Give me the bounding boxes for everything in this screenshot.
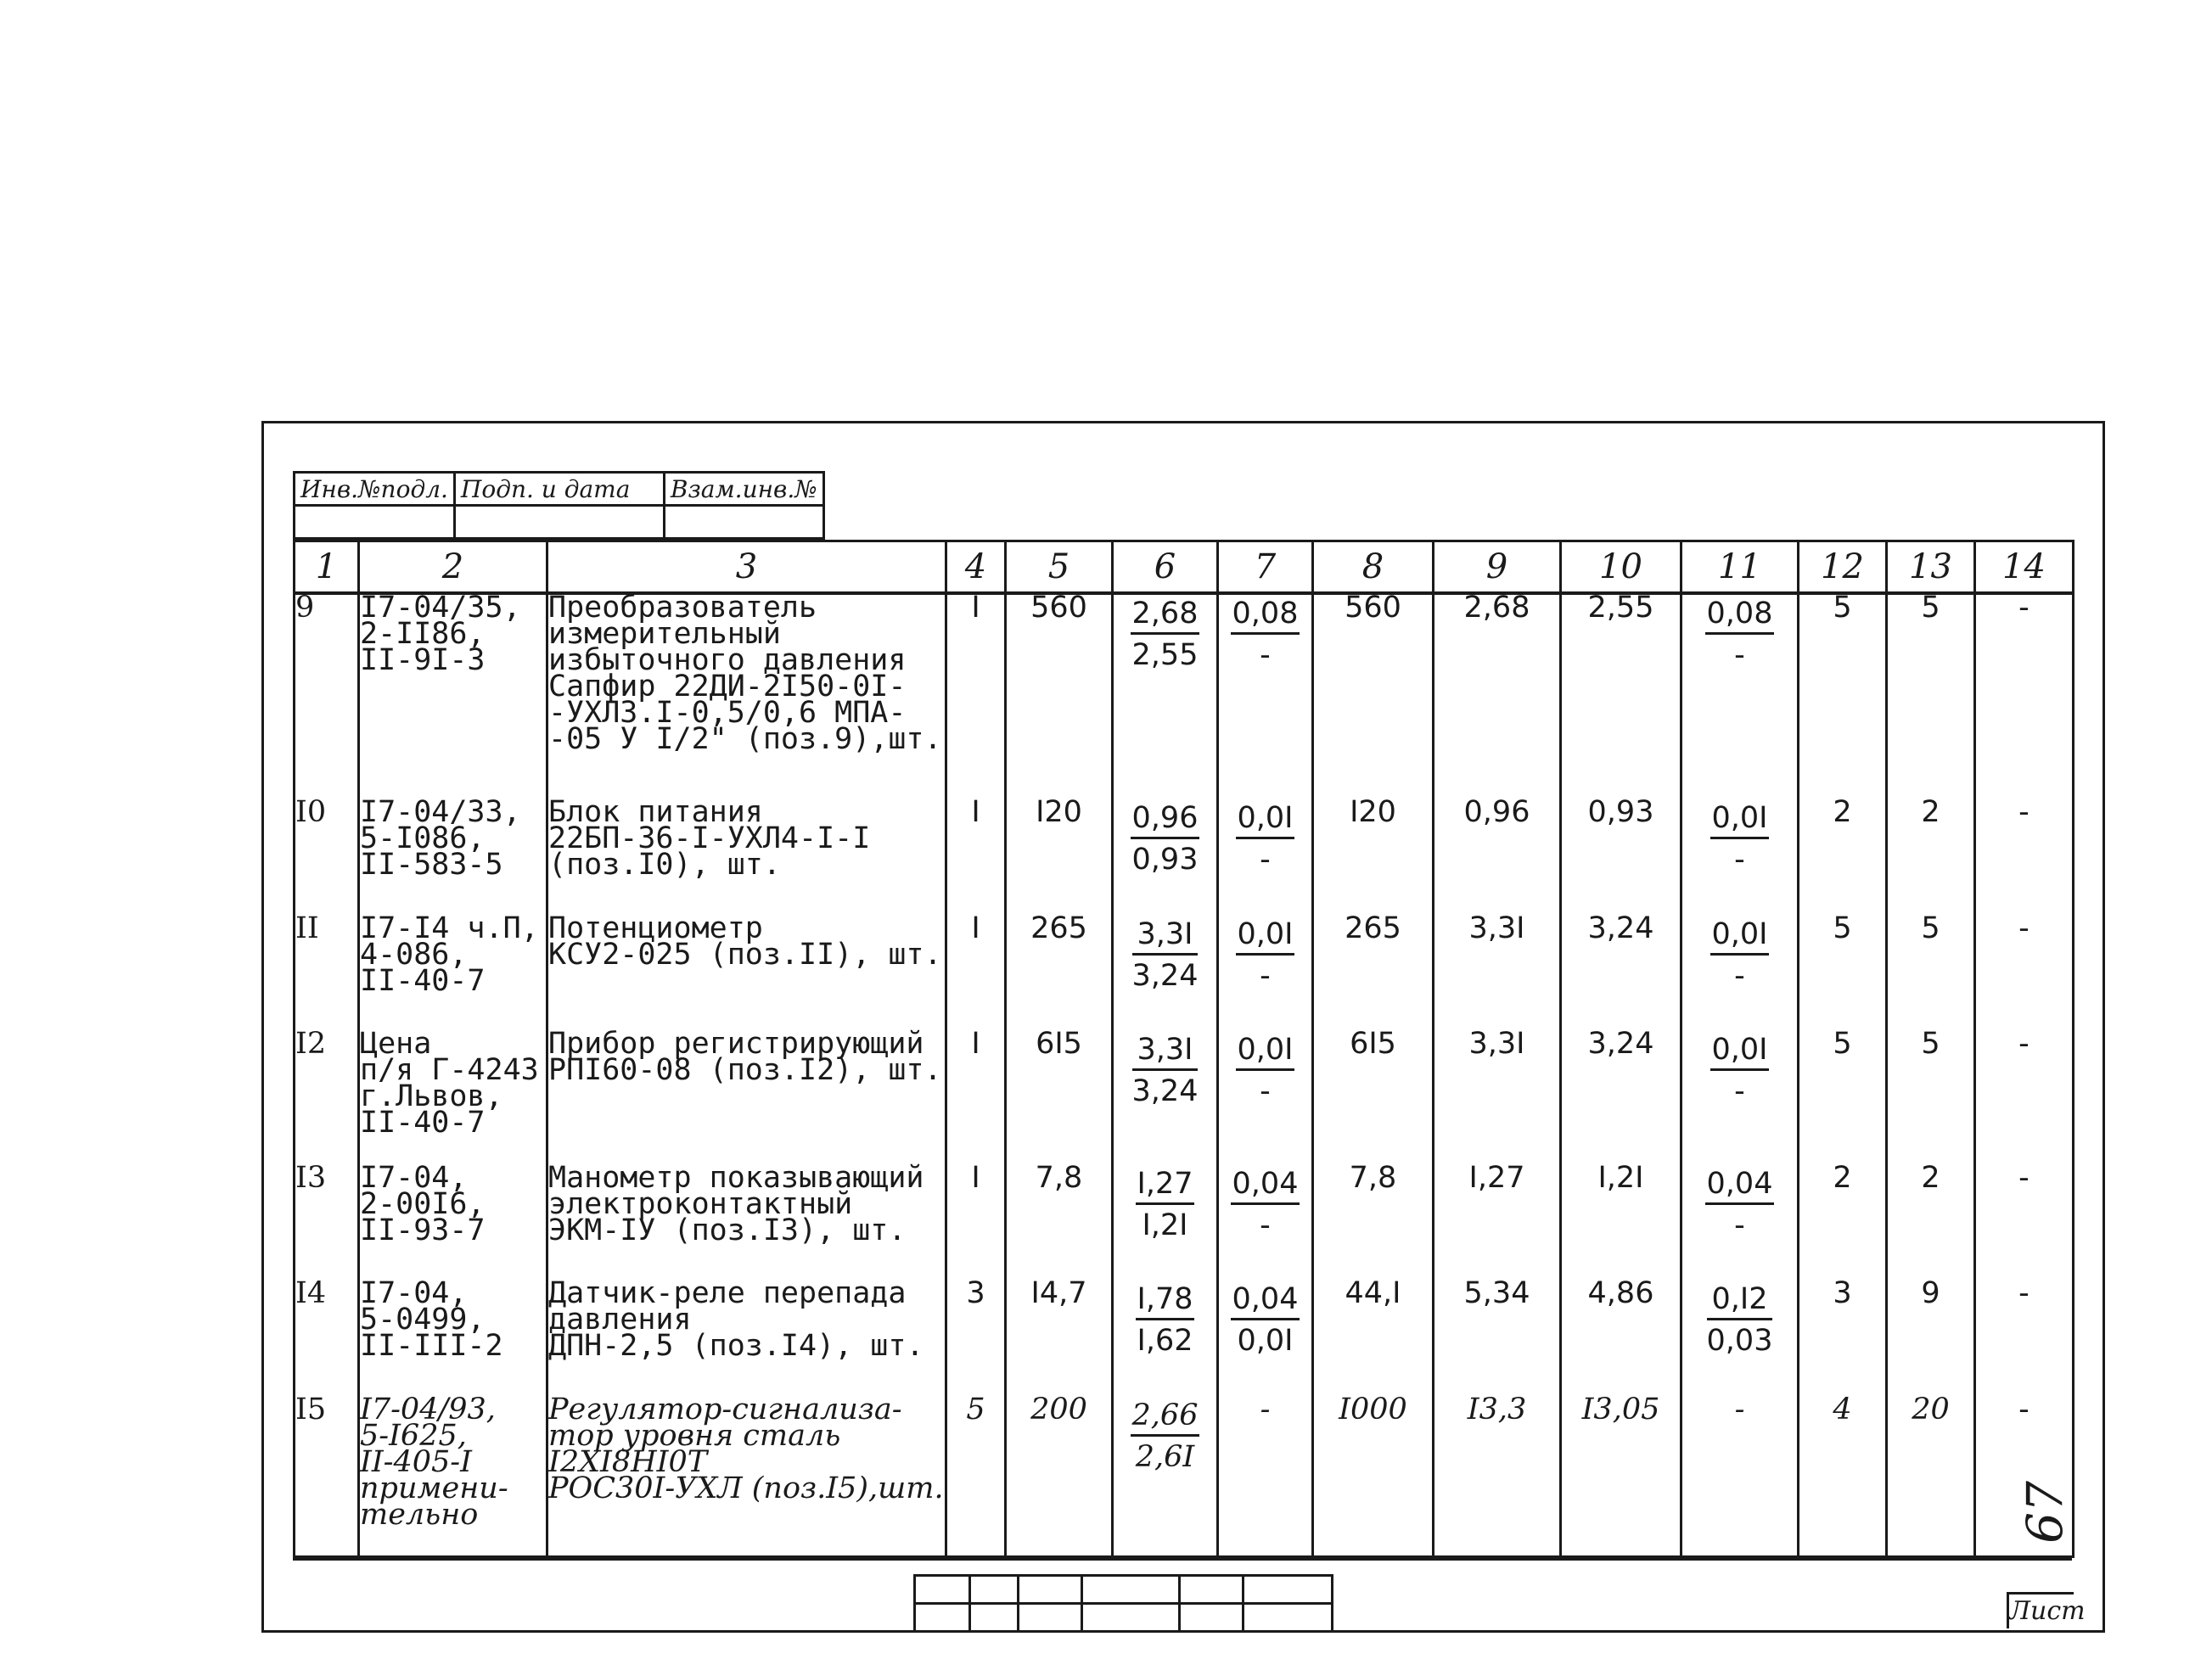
col11-fraction-top: 0,0I [1710,916,1770,956]
col11-fraction-top: 0,08 [1705,595,1775,635]
col11-fraction-top: 0,I2 [1707,1281,1773,1320]
col9-cell [1434,911,1561,1031]
description-line: Сапфир 22ДИ-2I50-0I- [548,670,907,703]
col12-value: 5 [1833,911,1852,945]
col-header-3: 3 [547,541,946,594]
col10-cell [1561,1027,1681,1164]
page-number: 67 [2015,1481,2074,1544]
col7-fraction [1231,595,1300,675]
col10-value: 3,24 [1587,911,1654,945]
col11-fraction-bottom: - [1734,958,1745,993]
col6-fraction-top: 3,3I [1132,1031,1199,1071]
reference-line: II-405-I [360,1444,472,1479]
col6-fraction-bottom: 2,55 [1131,638,1199,672]
description-line: Датчик-реле перепада [548,1276,907,1311]
reference-line: 5-I086, [360,821,486,856]
col10-value: 3,24 [1587,1027,1654,1062]
col7-fraction-top: 0,04 [1231,1165,1300,1205]
reference-cell [359,1392,547,1557]
col7-cell [1218,799,1313,915]
col13-cell [1887,1027,1975,1164]
reference-line: I7-04, [360,1160,468,1195]
col5-value: 200 [1030,1392,1087,1426]
col9-cell [1434,1160,1561,1281]
quantity-cell [946,593,1006,799]
col8-value: 560 [1345,591,1401,625]
quantity-cell [946,1392,1006,1557]
description-line: (поз.I0), шт. [548,848,781,883]
col-header-6: 6 [1113,541,1218,594]
col6-cell [1113,1397,1218,1557]
col14-value: - [2018,1392,2030,1426]
quantity-value: 5 [966,1392,985,1426]
col12-value: 2 [1833,1160,1852,1195]
col14-value: - [2018,1276,2030,1311]
col7-cell [1218,1281,1313,1396]
description-line: РОС30I-УХЛ (поз.I5),шт. [548,1471,944,1505]
description-line: ДПН-2,5 (поз.I4), шт. [548,1329,924,1364]
col13-cell [1887,1160,1975,1281]
col6-fraction [1132,916,1199,996]
position-cell [295,1027,359,1164]
description-cell [547,593,946,799]
table-row [295,1281,2074,1396]
col11-cell [1681,916,1799,1031]
col9-cell [1434,795,1561,915]
col-header-13: 13 [1887,541,1975,594]
col6-cell [1113,1031,1218,1164]
col10-value: 0,93 [1587,795,1654,830]
col8-cell [1313,1392,1434,1557]
col5-cell [1006,795,1113,915]
col14-cell [1975,911,2074,1031]
position-cell [295,795,359,915]
description-line: -УХЛ3.I-0,5/0,6 МПА- [548,696,907,730]
reference-line: II-9I-3 [360,643,486,677]
col10-value: 2,55 [1587,591,1654,625]
reference-cell [359,1160,547,1281]
reference-line: I7-04, [360,1276,468,1311]
col8-cell [1313,1160,1434,1281]
col9-value: 3,3I [1468,911,1525,945]
col13-cell [1887,1392,1975,1557]
col7-value: - [1260,1392,1271,1426]
quantity-cell [946,1160,1006,1281]
replace-inv-label: Взам.инв.№ [664,473,823,506]
col7-fraction-bottom: - [1260,638,1271,672]
col7-fraction [1236,916,1295,996]
reference-cell [359,911,547,1031]
col11-fraction-bottom: - [1734,843,1745,877]
col-header-10: 10 [1561,541,1681,594]
col7-fraction-bottom: - [1260,843,1271,877]
col9-value: I,27 [1468,1160,1525,1195]
col10-cell [1561,1276,1681,1396]
col7-fraction-top: 0,0I [1236,1031,1295,1071]
col14-value: - [2018,911,2030,945]
col7-fraction-top: 0,08 [1231,595,1300,635]
description-line: 22БП-36-I-УХЛ4-I-I [548,821,871,856]
quantity-cell [946,1027,1006,1164]
col11-fraction-bottom: 0,03 [1706,1324,1773,1359]
position-number: 9 [295,591,315,625]
description-line: ЭКМ-IУ (поз.I3), шт. [548,1213,907,1247]
col11-fraction-bottom: - [1734,638,1745,672]
table-row [295,1397,2074,1557]
col7-cell [1218,916,1313,1031]
col14-cell [1975,795,2074,915]
col6-fraction-top: 2,66 [1131,1397,1200,1437]
col11-fraction [1707,1281,1773,1361]
col8-cell [1313,795,1434,915]
col13-cell [1887,795,1975,915]
col12-cell [1799,911,1887,1031]
col10-cell [1561,1392,1681,1557]
col11-cell [1681,1165,1799,1281]
col11-fraction [1710,916,1770,996]
col7-fraction [1236,1031,1295,1112]
sign-date-label: Подп. и дата [454,473,664,506]
sheet-label: Лист [2007,1592,2074,1628]
col11-cell [1681,799,1799,915]
col7-fraction-bottom: - [1260,1208,1271,1242]
col8-cell [1313,1027,1434,1164]
col7-cell [1218,593,1313,799]
col-header-1: 1 [295,541,359,594]
col-header-14: 14 [1975,541,2074,594]
reference-line: 5-I625, [360,1418,467,1453]
col12-cell [1799,1160,1887,1281]
reference-line: II-III-2 [360,1329,503,1364]
position-cell [295,911,359,1031]
col6-cell [1113,799,1218,915]
col13-value: 5 [1921,1027,1940,1062]
description-cell [547,1160,946,1281]
col8-cell [1313,1276,1434,1396]
col9-value: 0,96 [1463,795,1530,830]
quantity-value: I [971,1027,980,1062]
col6-fraction-bottom: 3,24 [1131,958,1199,993]
col14-cell [1975,1027,2074,1164]
col13-value: 2 [1921,795,1940,830]
col11-cell [1681,1392,1799,1557]
col9-cell [1434,1392,1561,1557]
description-line: Блок питания [548,795,763,830]
col7-cell [1218,1165,1313,1281]
position-number: I2 [295,1027,327,1062]
col7-fraction-bottom: 0,0I [1237,1324,1294,1359]
col14-cell [1975,593,2074,799]
col7-fraction-bottom: - [1260,1074,1271,1109]
description-line: Преобразователь [548,591,817,625]
reference-line: п/я Г-4243 [360,1053,539,1088]
col5-value: I20 [1036,795,1082,830]
col6-fraction-bottom: 0,93 [1131,843,1199,877]
col6-fraction-top: 0,96 [1131,799,1200,839]
reference-line: II-93-7 [360,1213,486,1247]
table-row [295,1031,2074,1164]
col11-fraction-bottom: - [1734,1208,1745,1242]
col10-value: 4,86 [1587,1276,1654,1311]
approval-stamp [293,471,825,540]
description-line: Потенциометр [548,911,763,945]
position-number: I4 [295,1276,327,1311]
col6-cell [1113,593,1218,799]
col6-cell [1113,1165,1218,1281]
col13-value: 5 [1921,911,1940,945]
col14-value: - [2018,1160,2030,1195]
col5-value: I4,7 [1030,1276,1087,1311]
col7-fraction [1231,1281,1300,1361]
reference-line: II-40-7 [360,1106,486,1141]
col6-fraction-top: I,78 [1136,1281,1195,1320]
col11-fraction-top: 0,0I [1710,1031,1770,1071]
col9-cell [1434,593,1561,799]
col12-value: 2 [1833,795,1852,830]
col-header-2: 2 [359,541,547,594]
col5-cell [1006,1392,1113,1557]
col5-cell [1006,1160,1113,1281]
reference-line: I7-I4 ч.П, [360,911,539,945]
col5-value: 7,8 [1035,1160,1083,1195]
col14-value: - [2018,1027,2030,1062]
col13-cell [1887,1276,1975,1396]
col10-cell [1561,795,1681,915]
reference-line: 4-086, [360,937,468,972]
col6-cell [1113,1281,1218,1396]
quantity-value: 3 [966,1276,985,1311]
col-header-9: 9 [1434,541,1561,594]
inv-number-label: Инв.№подл. [295,473,455,506]
column-number-row [295,541,2074,594]
col12-cell [1799,1027,1887,1164]
col5-value: 6I5 [1036,1027,1082,1062]
col11-cell [1681,593,1799,799]
quantity-cell [946,1276,1006,1396]
table-row [295,799,2074,915]
reference-cell [359,1276,547,1396]
reference-line: I7-04/35, [360,591,521,625]
reference-line: 2-II86, [360,617,486,651]
col9-value: 5,34 [1463,1276,1530,1311]
reference-line: Цена [360,1027,432,1062]
quantity-cell [946,911,1006,1031]
col6-fraction-top: 3,3I [1132,916,1199,956]
col11-fraction [1710,799,1770,880]
col5-cell [1006,1027,1113,1164]
description-line: КСУ2-025 (поз.II), шт. [548,937,942,972]
reference-line: I7-04/33, [360,795,521,830]
reference-cell [359,795,547,915]
col6-fraction [1131,1397,1200,1477]
col11-cell [1681,1031,1799,1164]
col13-value: 20 [1912,1392,1950,1426]
col8-value: 7,8 [1349,1160,1397,1195]
description-cell [547,911,946,1031]
description-line: Манометр показывающий [548,1160,924,1195]
description-cell [547,795,946,915]
revision-grid [913,1574,1333,1633]
col7-cell [1218,1031,1313,1164]
reference-line: II-40-7 [360,963,486,998]
col-header-8: 8 [1313,541,1434,594]
col9-value: I3,3 [1467,1392,1527,1426]
col6-fraction-top: 2,68 [1131,595,1200,635]
col14-cell [1975,1160,2074,1281]
col10-cell [1561,911,1681,1031]
position-number: I0 [295,795,327,830]
col12-value: 3 [1833,1276,1852,1311]
col10-cell [1561,1160,1681,1281]
col8-value: 6I5 [1350,1027,1396,1062]
position-cell [295,1160,359,1281]
col14-cell [1975,1276,2074,1396]
col12-value: 5 [1833,591,1852,625]
description-line: тор уровня сталь [548,1418,841,1453]
col7-fraction-bottom: - [1260,958,1271,993]
reference-cell [359,1027,547,1164]
description-cell [547,1276,946,1396]
reference-line: I7-04/93, [360,1392,496,1426]
reference-line: г.Львов, [360,1079,503,1114]
col11-fraction-bottom: - [1734,1074,1745,1109]
col9-value: 2,68 [1463,591,1530,625]
col5-cell [1006,1276,1113,1396]
table-row [295,916,2074,1031]
col12-cell [1799,1276,1887,1396]
col6-fraction-bottom: 3,24 [1131,1074,1199,1109]
quantity-value: I [971,591,980,625]
sign-date-value [454,506,664,539]
col8-cell [1313,593,1434,799]
table-row [295,593,2074,799]
col-header-7: 7 [1218,541,1313,594]
col12-cell [1799,593,1887,799]
col8-value: I000 [1339,1392,1407,1426]
col11-fraction [1705,595,1775,675]
col12-cell [1799,795,1887,915]
description-line: -05 У I/2" (поз.9),шт. [548,722,942,756]
col5-cell [1006,593,1113,799]
col5-value: 265 [1030,911,1087,945]
col7-fraction [1236,799,1295,880]
reference-cell [359,593,547,799]
inv-number-value [295,506,455,539]
col14-value: - [2018,591,2030,625]
reference-line: тельно [360,1497,479,1532]
col10-cell [1561,593,1681,799]
col8-cell [1313,911,1434,1031]
col10-value: I,2I [1597,1160,1644,1195]
col12-value: 5 [1833,1027,1852,1062]
col7-cell [1218,1392,1313,1557]
col6-fraction-top: I,27 [1136,1165,1195,1205]
description-line: I2XI8HI0T [548,1444,708,1479]
col11-cell [1681,1281,1799,1396]
col-header-12: 12 [1799,541,1887,594]
col12-value: 4 [1833,1392,1852,1426]
position-number: I3 [295,1160,327,1195]
col9-value: 3,3I [1468,1027,1525,1062]
col5-value: 560 [1030,591,1087,625]
col11-value: - [1734,1392,1745,1426]
position-cell [295,1276,359,1396]
col7-fraction-top: 0,0I [1236,916,1295,956]
col8-value: 265 [1345,911,1401,945]
col10-value: I3,05 [1581,1392,1660,1426]
col6-fraction-bottom: I,62 [1137,1324,1193,1359]
col6-fraction [1131,595,1200,675]
description-line: измерительный [548,617,781,651]
position-cell [295,593,359,799]
position-number: I5 [295,1392,327,1426]
description-line: РПI60-08 (поз.I2), шт. [548,1053,942,1088]
reference-line: примени- [360,1471,508,1505]
quantity-value: I [971,795,980,830]
quantity-value: I [971,911,980,945]
col13-value: 2 [1921,1160,1940,1195]
col5-cell [1006,911,1113,1031]
description-line: избыточного давления [548,643,907,677]
col11-fraction [1710,1031,1770,1112]
col7-fraction-top: 0,0I [1236,799,1295,839]
specification-table [293,540,2074,1558]
col6-fraction [1132,1031,1199,1112]
description-line: Регулятор-сигнализа- [548,1392,902,1426]
col7-fraction [1231,1165,1300,1246]
col13-cell [1887,911,1975,1031]
description-line: Прибор регистрирующий [548,1027,924,1062]
replace-inv-value [664,506,823,539]
quantity-cell [946,795,1006,915]
col9-cell [1434,1276,1561,1396]
col-header-11: 11 [1681,541,1799,594]
position-cell [295,1392,359,1557]
col7-fraction-top: 0,04 [1231,1281,1300,1320]
reference-line: 5-0499, [360,1303,486,1337]
description-line: давления [548,1303,692,1337]
col6-fraction-bottom: 2,6I [1135,1439,1195,1474]
col8-value: I20 [1350,795,1396,830]
col11-fraction-top: 0,04 [1705,1165,1775,1205]
col8-value: 44,I [1345,1276,1401,1311]
quantity-value: I [971,1160,980,1195]
col9-cell [1434,1027,1561,1164]
col13-cell [1887,593,1975,799]
col-header-5: 5 [1006,541,1113,594]
col6-fraction [1136,1281,1195,1361]
col6-fraction [1131,799,1200,880]
col11-fraction [1705,1165,1775,1246]
position-number: II [295,911,319,945]
reference-line: II-583-5 [360,848,503,883]
col13-value: 9 [1921,1276,1940,1311]
col13-value: 5 [1921,591,1940,625]
reference-line: 2-00I6, [360,1186,486,1221]
description-cell [547,1392,946,1557]
description-cell [547,1027,946,1164]
description-line: электроконтактный [548,1186,853,1221]
col6-fraction-bottom: I,2I [1142,1208,1188,1242]
col6-fraction [1136,1165,1195,1246]
col11-fraction-top: 0,0I [1710,799,1770,839]
col12-cell [1799,1392,1887,1557]
col-header-4: 4 [946,541,1006,594]
table-row [295,1165,2074,1281]
col6-cell [1113,916,1218,1031]
col14-value: - [2018,795,2030,830]
